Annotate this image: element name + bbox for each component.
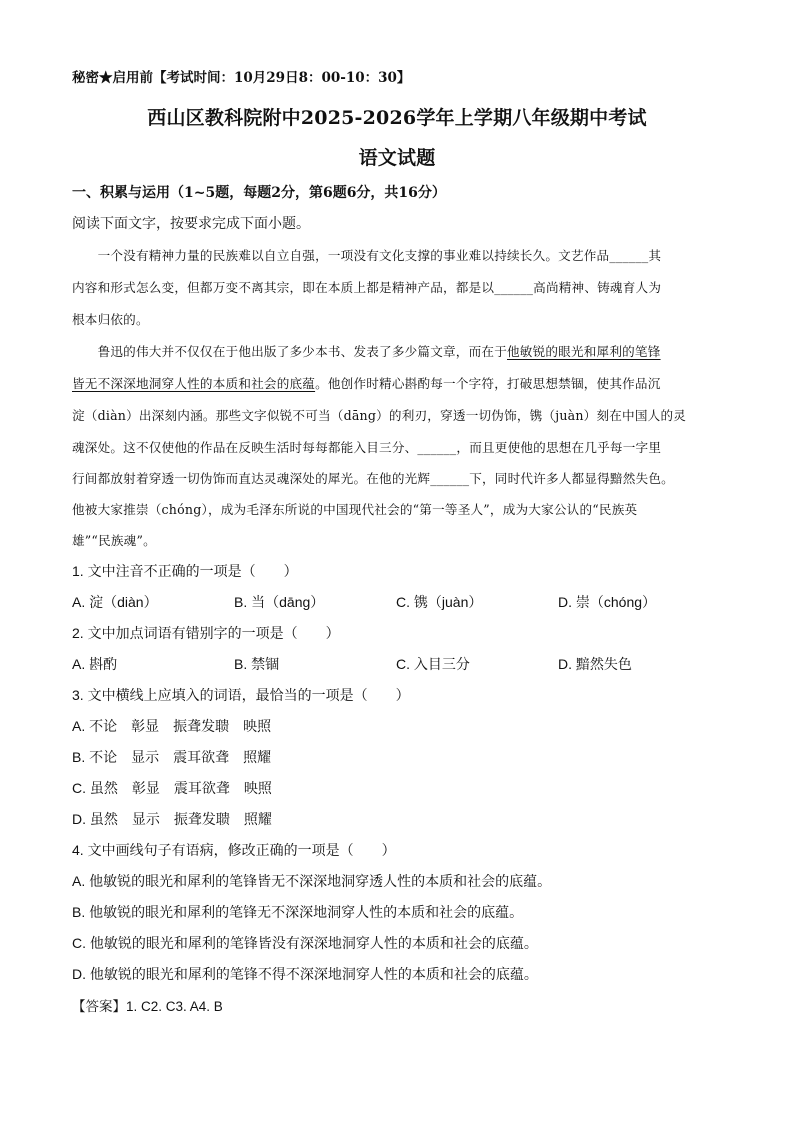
question-options [72,654,722,674]
option-d[interactable]: D. 黯然失色 [558,656,632,672]
option-d[interactable]: D. 他敏锐的眼光和犀利的笔锋不得不深深地洞穿人性的本质和社会的底蕴。 [72,966,538,982]
option-a[interactable]: A. 不论 彰显 振聋发聩 映照 [72,718,272,734]
option-a[interactable]: A. 他敏锐的眼光和犀利的笔锋皆无不深深地洞穿透人性的本质和社会的底蕴。 [72,873,552,889]
section-heading: 一、积累与运用（1~5题，每题2分，第6题6分，共16分） [72,185,446,201]
passage-line [72,373,722,392]
answer-key: 【答案】1. C2. C3. A4. B [72,999,223,1014]
passage-text: 鲁迅的伟大并不仅仅在于他出版了多少本书、发表了多少篇文章，而在于 [72,344,507,359]
option-b[interactable]: B. 他敏锐的眼光和犀利的笔锋无不深深地洞穿人性的本质和社会的底蕴。 [72,904,524,920]
option-b[interactable]: B. 当（dāng） [234,594,325,610]
passage-line: 雄”“民族魂”。 [72,533,156,548]
option-c[interactable]: C. 镌（juàn） [396,594,483,610]
question-stem: 2. 文中加点词语有错别字的一项是（ ） [72,625,340,641]
exam-title: 西山区教科院附中2025-2026学年上学期八年级期中考试 [147,107,647,129]
question-stem: 3. 文中横线上应填入的词语，最恰当的一项是（ ） [72,687,410,703]
question-stem: 1. 文中注音不正确的一项是（ ） [72,563,298,579]
option-b[interactable]: B. 不论 显示 震耳欲聋 照耀 [72,749,272,765]
passage-line: 淀（diàn）出深刻内涵。那些文字似锐不可当（dāng）的利刃，穿透一切伪饰，镌（juàn）刻在中国人的灵 [72,408,687,423]
passage-line: 一个没有精神力量的民族难以自立自强，一项没有文化支撑的事业难以持续长久。文艺作品______其 [72,248,662,263]
question-options [72,592,722,612]
passage-line: 行间都放射着穿透一切伪饰而直达灵魂深处的犀光。在他的光辉______下，同时代许多人都显得黯然失色。 [72,471,674,486]
passage-text: 。他创作时精心斟酌每一个字符，打破思想禁锢，使其作品沉 [315,376,661,391]
passage-line: 魂深处。这不仅使他的作品在反映生活时每每都能入目三分、______，而且更使他的思想在几乎每一字里 [72,440,662,455]
underlined-sentence: 他敏锐的眼光和犀利的笔锋 [507,344,661,359]
question-stem: 4. 文中画线句子有语病，修改正确的一项是（ ） [72,842,396,858]
option-c[interactable]: C. 入目三分 [396,656,470,672]
passage-line: 内容和形式怎么变，但都万变不离其宗，即在本质上都是精神产品，都是以______高尚精神、铸魂育人为 [72,280,662,295]
option-c[interactable]: C. 他敏锐的眼光和犀利的笔锋皆没有深深地洞穿人性的本质和社会的底蕴。 [72,935,538,951]
passage-line: 他被大家推崇（chóng），成为毛泽东所说的中国现代社会的“第一等圣人”，成为大家公认的“民族英 [72,502,638,517]
option-d[interactable]: D. 崇（chóng） [558,594,657,610]
exam-subtitle: 语文试题 [358,147,436,169]
option-a[interactable]: A. 斟酌 [72,656,118,672]
option-a[interactable]: A. 淀（diàn） [72,594,158,610]
passage-line [72,341,722,360]
passage-line: 根本归依的。 [72,312,149,327]
option-d[interactable]: D. 虽然 显示 振聋发聩 照耀 [72,811,272,827]
secret-notice: 秘密★启用前【考试时间：10月29日8：00-10：30】 [72,70,411,86]
underlined-sentence: 皆无不深深地洞穿人性的本质和社会的底蕴 [72,376,316,391]
option-b[interactable]: B. 禁锢 [234,656,280,672]
instruction-text: 阅读下面文字，按要求完成下面小题。 [72,215,310,231]
option-c[interactable]: C. 虽然 彰显 震耳欲聋 映照 [72,780,272,796]
